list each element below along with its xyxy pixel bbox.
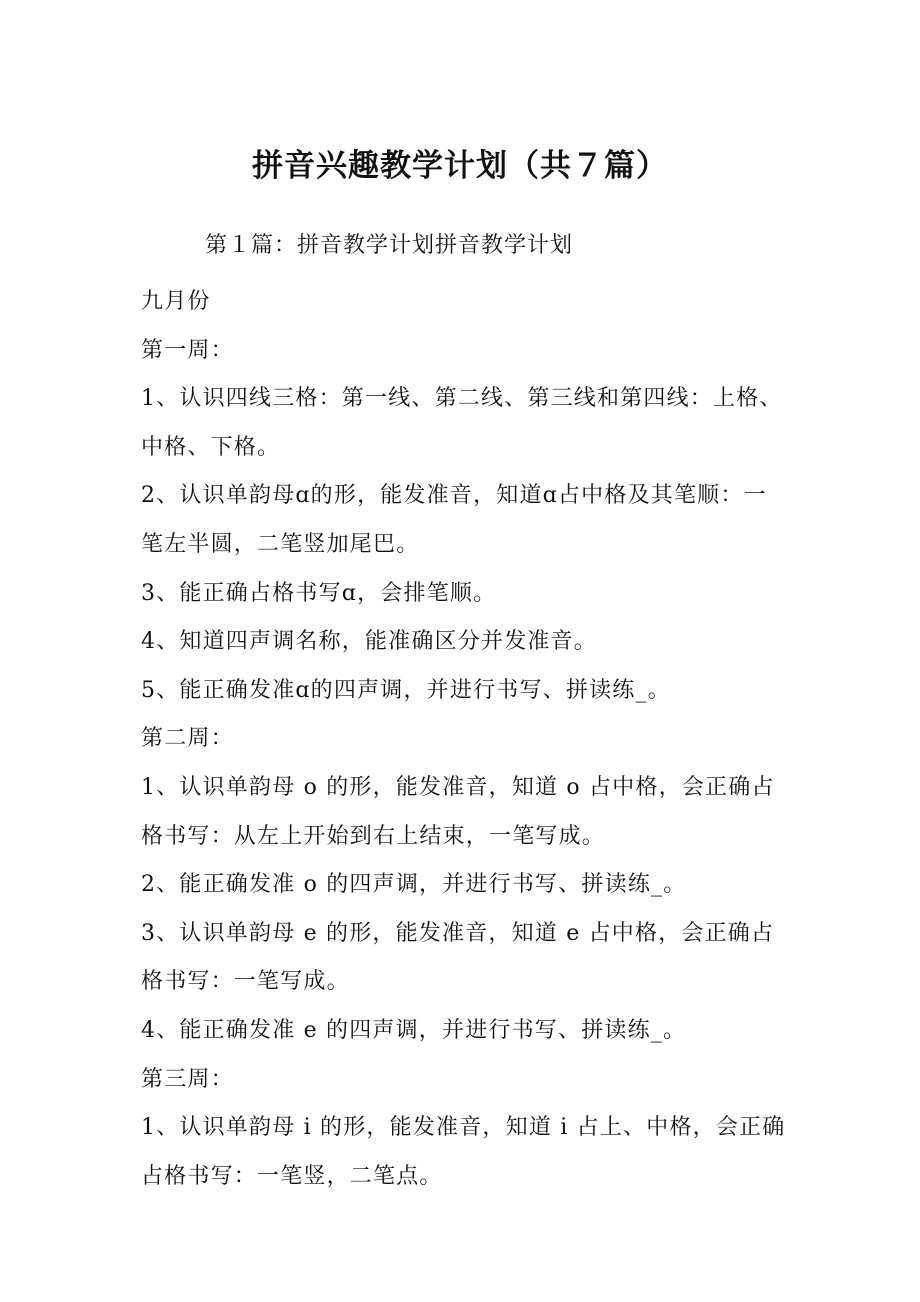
- paragraph-week-heading: 第一周：: [141, 337, 234, 363]
- paragraph: 5、能正确发准ɑ的四声调，并进行书写、拼读练_。: [141, 677, 671, 703]
- paragraph: 3、能正确占格书写ɑ，会排笔顺。: [141, 580, 497, 606]
- section-heading: 第１篇：拼音教学计划拼音教学计划: [205, 233, 574, 258]
- paragraph: 1、认识四线三格：第一线、第二线、第三线和第四线：上格、中格、下格。: [141, 386, 783, 460]
- paragraph-month: 九月份: [141, 289, 211, 314]
- paragraph: 4、能正确发准 e 的四声调，并进行书写、拼读练_。: [141, 1017, 687, 1043]
- document-title: 拼音兴趣教学计划（共７篇）: [252, 148, 668, 184]
- paragraph: 4、知道四声调名称，能准确区分并发准音。: [141, 629, 597, 655]
- paragraph: 3、认识单韵母 e 的形，能发准音，知道 e 占中格，会正确占格书写：一笔写成。: [141, 920, 775, 995]
- document-body: [141, 278, 786, 1201]
- paragraph: 1、认识单韵母 i 的形，能发准音，知道 i 占上、中格，会正确占格书写：一笔竖，二笔点。: [141, 1115, 786, 1189]
- paragraph-week-heading: 第三周：: [141, 1066, 234, 1092]
- paragraph: 1、认识单韵母 o 的形，能发准音，知道 o 占中格，会正确占格书写：从左上开始到右上结束，一笔写成。: [141, 774, 775, 849]
- paragraph: 2、认识单韵母ɑ的形，能发准音，知道ɑ占中格及其笔顺：一笔左半圆，二笔竖加尾巴。: [141, 483, 767, 557]
- paragraph-week-heading: 第二周：: [141, 726, 234, 752]
- paragraph: 2、能正确发准 o 的四声调，并进行书写、拼读练_。: [141, 872, 687, 898]
